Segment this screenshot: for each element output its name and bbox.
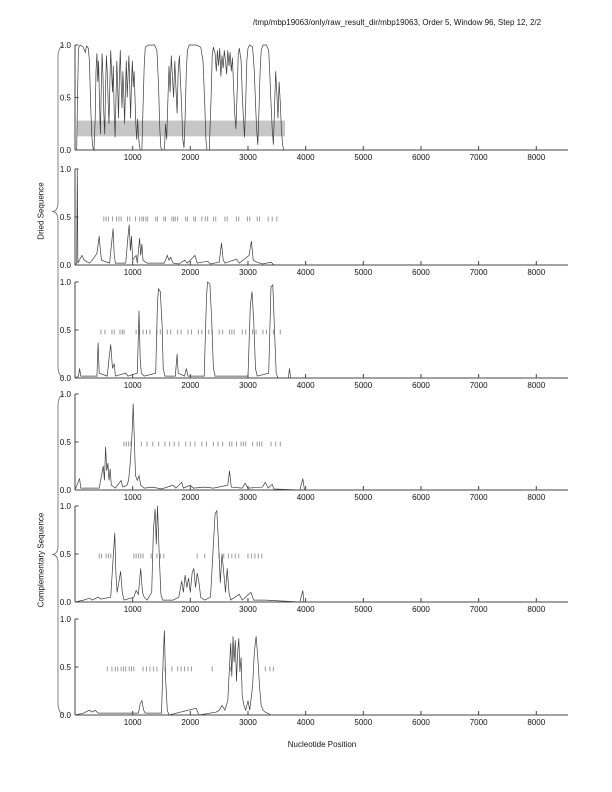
x-tick-label: 4000	[296, 381, 315, 390]
y-tick-label: 0.0	[59, 261, 71, 270]
y-tick-label: 0.0	[59, 146, 71, 155]
axes	[75, 169, 568, 265]
x-tick-label: 2000	[181, 153, 200, 162]
y-tick-label: 0.5	[59, 93, 71, 103]
x-tick-label: 2000	[181, 268, 200, 277]
x-tick-label: 6000	[412, 493, 430, 502]
subplot-dried-2	[60, 165, 568, 277]
x-tick-label: 1000	[123, 493, 142, 502]
y-tick-label: 1.0	[59, 390, 71, 399]
x-tick-label: 8000	[527, 718, 546, 727]
x-tick-label: 6000	[412, 153, 430, 162]
x-tick-label: 8000	[527, 381, 546, 390]
sequence-curve	[75, 404, 568, 490]
marker-tick-row	[101, 330, 280, 335]
x-tick-label: 7000	[469, 268, 488, 277]
y-tick-label: 1.0	[59, 165, 71, 174]
marker-tick-row	[124, 442, 280, 447]
x-tick-label: 6000	[412, 605, 430, 614]
x-tick-label: 1000	[123, 605, 142, 614]
y-tick-label: 0.0	[59, 598, 71, 607]
x-tick-label: 8000	[527, 605, 546, 614]
sequence-curve	[75, 282, 568, 378]
x-tick-label: 4000	[296, 493, 315, 502]
marker-tick-row	[99, 554, 262, 559]
x-tick-label: 5000	[354, 268, 373, 277]
x-tick-label: 2000	[181, 493, 200, 502]
x-tick-label: 6000	[412, 381, 430, 390]
x-tick-label: 4000	[296, 153, 315, 162]
y-tick-label: 0.5	[59, 550, 71, 559]
subplot-dried-1	[60, 41, 568, 162]
y-tick-label: 0.5	[59, 213, 71, 222]
axes	[75, 282, 568, 378]
y-tick-label: 0.0	[59, 374, 71, 383]
x-tick-label: 8000	[527, 493, 546, 502]
marker-tick-row	[104, 217, 277, 222]
x-tick-label: 4000	[296, 268, 315, 277]
y-tick-label: 1.0	[59, 41, 71, 50]
x-tick-label: 4000	[296, 718, 315, 727]
y-tick-label: 0.5	[59, 663, 71, 672]
axes	[75, 394, 568, 490]
x-tick-label: 5000	[354, 493, 373, 502]
x-tick-label: 7000	[469, 718, 488, 727]
y-tick-label: 1.0	[59, 502, 71, 511]
x-tick-label: 7000	[469, 381, 488, 390]
x-tick-label: 3000	[239, 153, 257, 162]
x-tick-label: 1000	[123, 381, 142, 390]
sequence-curve	[75, 631, 568, 716]
x-tick-label: 1000	[123, 718, 142, 727]
x-tick-label: 5000	[354, 153, 373, 162]
x-tick-label: 6000	[412, 268, 430, 277]
x-tick-label: 8000	[527, 268, 546, 277]
y-tick-label: 1.0	[59, 615, 71, 624]
x-tick-label: 5000	[354, 605, 373, 614]
x-tick-label: 5000	[354, 381, 373, 390]
highlight-band	[77, 121, 285, 137]
x-tick-label: 3000	[239, 493, 257, 502]
group-label-complementary-sequence: Complementary Sequence	[36, 512, 46, 608]
subplot-dried-3	[60, 278, 568, 390]
x-tick-label: 7000	[469, 493, 488, 502]
axes	[75, 506, 568, 602]
marker-tick-row	[107, 667, 273, 672]
x-tick-label: 2000	[181, 381, 200, 390]
x-tick-label: 7000	[469, 605, 488, 614]
figure-title: /tmp/mbp19063/only/raw_result_dir/mbp19063, Order 5, Window 96, Step 12, 2/2	[252, 18, 542, 27]
x-tick-label: 7000	[469, 153, 488, 162]
y-tick-label: 0.0	[59, 711, 71, 720]
sequence-curve	[75, 169, 568, 265]
y-tick-label: 0.5	[59, 438, 71, 447]
y-tick-label: 1.0	[59, 278, 71, 287]
x-axis-label: Nucleotide Position	[287, 740, 357, 749]
axes	[75, 619, 568, 715]
x-tick-label: 3000	[239, 268, 257, 277]
y-tick-label: 0.0	[59, 486, 71, 495]
x-tick-label: 1000	[123, 153, 142, 162]
sequence-curve	[75, 506, 568, 602]
x-tick-label: 6000	[412, 718, 430, 727]
group-label-dried-sequence: Dried Sequence	[36, 182, 46, 240]
x-tick-label: 2000	[181, 605, 200, 614]
x-tick-label: 4000	[296, 605, 315, 614]
subplot-comp-3	[60, 615, 568, 727]
x-tick-label: 1000	[123, 268, 142, 277]
x-tick-label: 3000	[239, 381, 257, 390]
x-tick-label: 5000	[354, 718, 373, 727]
subplot-comp-1	[60, 390, 568, 502]
x-tick-label: 3000	[239, 718, 257, 727]
subplot-comp-2	[60, 502, 568, 614]
x-tick-label: 8000	[527, 153, 546, 162]
x-tick-label: 3000	[239, 605, 257, 614]
y-tick-label: 0.5	[59, 326, 71, 335]
x-tick-label: 2000	[181, 718, 200, 727]
